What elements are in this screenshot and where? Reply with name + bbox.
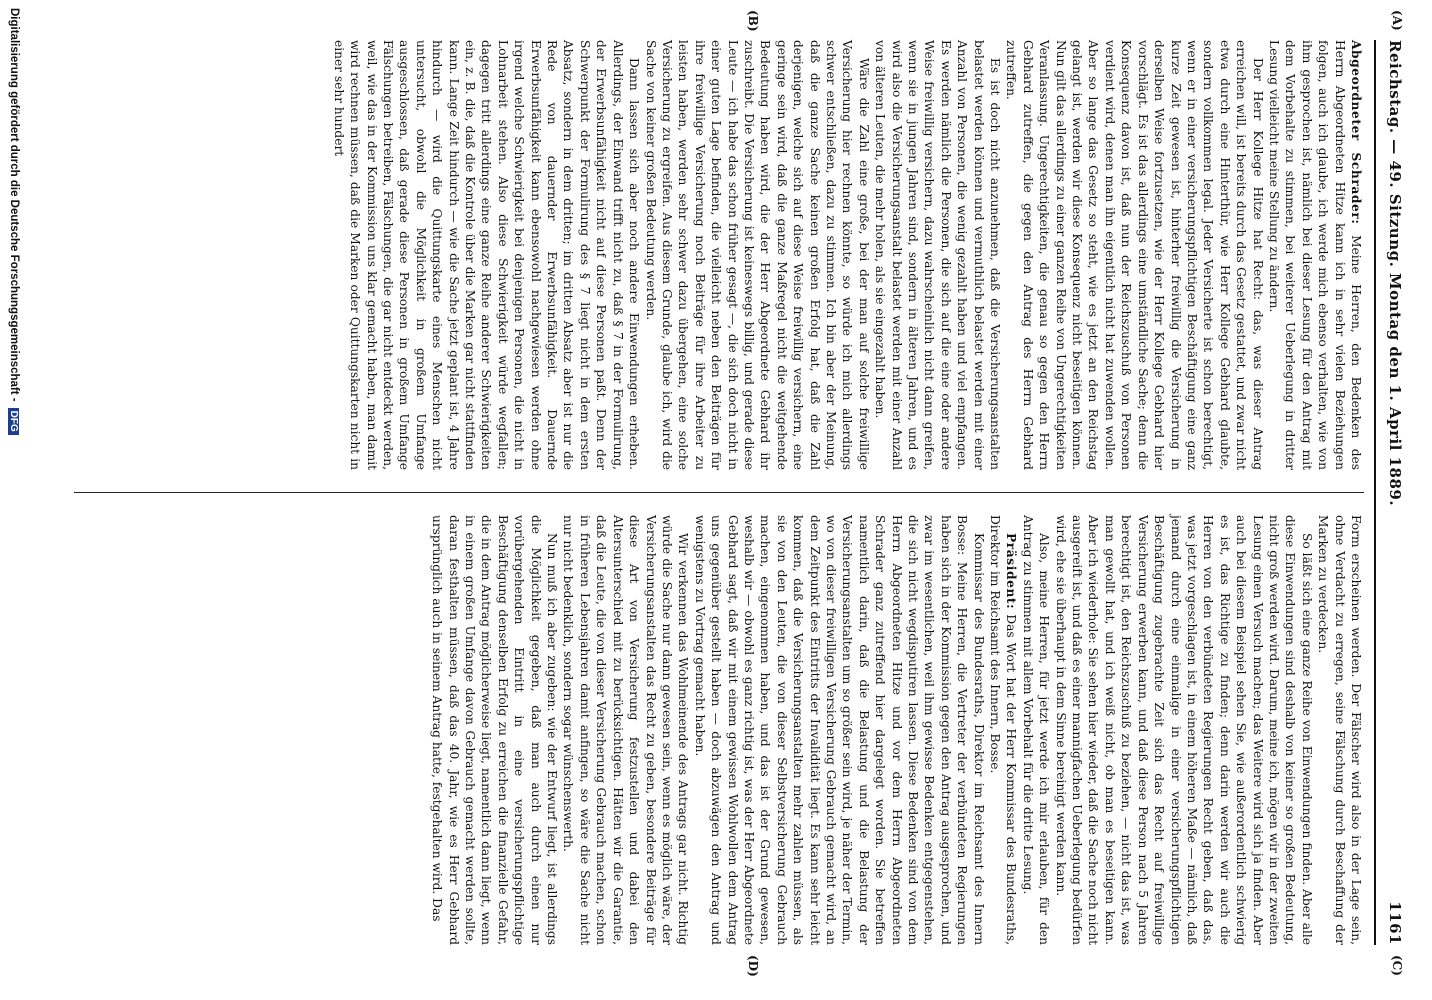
margin-mark-b: (B) [746, 10, 760, 32]
paragraph [560, 515, 691, 945]
paragraph-text: Also, meine Herren, für jetzt werde ich mir erlauben, für den Antrag zu stimmen mit allem Vorbehalt für die dritte Lesung. [1020, 515, 1052, 945]
paragraph [642, 40, 872, 470]
paragraph [1019, 515, 1052, 945]
running-head: Reichstag. — 49. Sitzung. Montag den 1. April 1889. [1386, 40, 1404, 507]
paragraph-text: So läßt sich eine ganze Reihe von Einwendungen finden. Aber alle diese Einwendungen sind deshalb von keiner so großen Bedeutung, nicht groß werden wird. Darum, meine ich, mögen wir in der zweiten Lesung einen Versuch machen; das Weitere wird sich ja finden. Aber auch bei diesem Beispiel sehen Sie, wie außerordentlich schwierig es ist, das Richtige zu finden; denn darin werden wir auch die Herren von den verbündeten Regierungen Recht geben, daß das, was jetzt vorgeschlagen ist, in einem höheren Maße — nämlich, daß jemand durch eine einmalige in einer versicherungspflichtigen Beschäftigung zugebrachte Zeit sich das Recht auf freiwillige Versicherung erwerben kann, und daß diese Person nach 5 Jahren berechtigt ist, den Reichszuschuß zu beziehen, — nicht das ist, was man gewollt hat, und ich weiß nicht, ob man es beseitigen kann. Aber ich wiederhole: Sie sehen hier wieder, daß die Sache noch nicht ausgereift ist, und daß es einer mannigfachen Ueberlegung bedürfen wird, ehe sie überhaupt in dem Sinne bereinigt werden kann. [1053, 515, 1314, 945]
paragraph-text: Nun muß ich aber zugeben: wie der Entwurf liegt, ist allerdings die Möglichkeit gegeben, daß man auch durch einen nur vorübergehenden Eintritt in eine versicherungspflichtige Beschäftigung denselben Erfolg zu erreichen die finanzielle Gefahr, die in dem Antrag möglicherweise liegt, namentlich dann liegt, wenn in einem großen Umfange davon Gebrauch gemacht werden sollte, daran festhalten müssen, daß das 40. Jahr, wie es Herr Gebhard ursprünglich auch in seinem Antrag hatte, festgehalten wird. Das [430, 515, 560, 945]
paragraph-text: Dann lassen sich aber noch andere Einwendungen erheben. Allerdings, der Einwand trifft nicht zu, daß § 7 in der Formulirung, der Erwerbsunfähigkeit nicht auf diese Personen paßt. Denn der Schwerpunkt der Formulirung des § 7 liegt nicht in dem ersten Absatz, sondern in dem dritten; im dritten Absatz aber ist nur die Rede von dauernder Erwerbsunfähigkeit. Dauernde Erwerbsunfähigkeit kann ebensowohl nachgewiesen werden ohne irgend welche Schwierigkeit bei denjenigen Personen, die nicht in Lohnarbeit stehen. Also diese Schwierigkeit würde wegfallen; dagegen tritt allerdings eine ganze Reihe anderer Schwierigkeiten ein, z. B. die, daß die Kontrole über die Marken gar nicht stattfinden kann. Lange Zeit hindurch — wie die Sache jetzt geplant ist, 4 Jahre hindurch — wird die Quittungskarte eines Menschen nicht untersucht, obwohl die Möglichkeit in großem Umfange ausgeschlossen, daß gerade diese Personen in großem Umfange Fälschungen betreiben, Fälschungen, die gar nicht entdeckt werden, weil, wie das in der Kommission uns klar gemacht haben, man damit wird rechnen müssen, daß die Marken oder Quittungskarten nicht in einer sehr hundert [331, 40, 642, 470]
paragraph [1003, 40, 1266, 470]
margin-mark-d: (D) [746, 955, 760, 977]
paragraph [872, 40, 1003, 470]
paragraph [330, 40, 642, 470]
paragraph [691, 515, 986, 945]
paragraph-text: Das Wort hat der Herr Kommissar des Bundesraths, Direktor im Reichsamt des Innern, Bosse. [988, 515, 1019, 945]
left-column [330, 40, 1364, 470]
column-divider [74, 492, 1364, 493]
page-header [1374, 40, 1410, 945]
paragraph [429, 515, 560, 945]
paragraph [1052, 515, 1315, 945]
paragraph [987, 515, 1020, 945]
paragraph-text: Wäre die Zahl eine große, bei der man auf solche freiwillige Versicherung hier rechnen könnte, so würde ich mich allerdings schwer entschließen, dazu zu stimmen. Ich bin aber der Meinung, daß die ganze Sache keinen großen Erfolg hat, daß die Zahl derjenigen, welche sich auf diese Weise freiwillig versichern, eine geringe sein wird, daß die ganze Maßregel nicht die weitgehende Bedeutung haben wird, die der Herr Abgeordnete Gebhard ihr zuschreibt. Die Versicherung ist keineswegs billig, und gerade diese Leute — ich habe das schon früher gesagt —, die sich doch nicht in einer guten Lage befinden, die vielleicht neben den Beiträgen für ihre freiwillige Versicherung noch Beiträge für ihre Arbeiter zu leisten haben, werden sehr schwer dazu übergehen, eine solche Versicherung zu ergreifen. Aus diesem Grunde, glaube ich, wird die Sache von keiner großen Bedeutung werden. [643, 40, 871, 470]
margin-mark-c: (C) [1390, 955, 1404, 976]
paragraph [1266, 40, 1364, 470]
paragraph-text: Der Herr Kollege Hitze hat Recht: das, was dieser Antrag erreichen will, ist bereits durch das Gesetz gestattet, und zwar nicht etwa durch eine Hinterthür, wie Herr Kollege Gebhard glaubte, sondern vollkommen legal. Jeder Versicherte ist schon berechtigt, wenn er in einer versicherungspflichtigen Beschäftigung eine ganz kurze Zeit gewesen ist, hinterher freiwillig die Versicherung in derselben Weise fortzusetzen, wie der Herr Kollege Gebhard hier vorschlägt. Es ist das allerdings eine umständliche Sache; denn die Konsequenz davon ist, daß nun der Reichszuschuß von Personen verdient wird, denen man ihn eigentlich nicht hat zuwenden wollen. Aber so lange das Gesetz so steht, wie es jetzt an den Reichstag gelangt ist, werden wir diese Konsequenz nicht beseitigen können. Nun gilt das allerdings zu einer ganzen Reihe von Ungerechtigkeiten Veranlassung. Ungerechtigkeiten, die genau so gegen den Herrn Gebhard zutreffen, die gegen den Antrag des Herrn Gebhard zutreffen. [1004, 40, 1265, 470]
paragraph-text: Wir verkennen das Wohlmeinende des Antrags gar nicht. Richtig würde die Sache nur dann gewesen sein, wenn es möglich wäre, der Versicherungsanstalten das Recht zu geben, besondere Beiträge für diese Art von Versicherung festzustellen und dabei den Altersunterschied mit zu berücksichtigen. Hätten wir die Garantie, daß die Leute, die von dieser Versicherung Gebrauch machen, schon in früheren Lebensjahren damit anfingen, so wäre die Sache nicht nur nicht bedenklich, sondern sogar wünschenswerth. [561, 515, 691, 945]
speaker-name: Abgeordneter Schrader: [1349, 40, 1363, 225]
credit-text: Digitalisierung gefördert durch die Deutsche Forschungsgemeinschaft - [8, 8, 20, 402]
paragraph-text: Meine Herren, den Bedenken des Herrn Abgeordneten Hitze kann ich in sehr vielen Beziehungen folgen, auch ich glaube, ich werde mich ebenso verhalten, wie von ihm gesprochen ist, nämlich bei dieser Lesung für den Antrag mit dem Vorbehalte zu stimmen, bei weiterer Ueberlegung in dritter Lesung vielleicht meine Stellung zu ändern. [1266, 40, 1363, 471]
page-content [40, 10, 1410, 977]
paragraph-text: Form erscheinen werden. Der Fälscher wird also in der Lage sein, ohne Verdacht zu erregen, seine Fälschung durch Beschaffung der Marken zu verdecken. [1316, 515, 1363, 945]
paragraph [1315, 515, 1364, 945]
paragraph-text: Es ist doch nicht anzunehmen, daß die Versicherungsanstalten belastet werden können und vermuthlich belastet werden mit einer Anzahl von Personen, die wenig gezahlt haben und viel empfangen. Es werden nämlich die Personen, die sich auf die eine oder andere Weise freiwillig versichern, dazu wahrscheinlich nicht dann greifen, wenn sie in jungen Jahren sind, sondern in älteren Jahren, und es wird also die Versicherungsanstalt belastet werden mit einer Anzahl von älteren Leuten, die mehr holen, als sie eingezahlt haben. [873, 40, 1003, 470]
digitization-credit [4, 0, 20, 1000]
page-number: 1161 [1386, 901, 1404, 945]
dfg-logo: DFG [8, 408, 19, 435]
paragraph-text: Kommissar des Bundesraths, Direktor im Reichsamt des Innern Bosse: Meine Herren, die Vertreter der verbündeten Regierungen haben sich in der Kommission gegen den Antrag ausgesprochen, und zwar im wesentlichen, weil ihm gewisse Bedenken entgegenstehen, die sich nicht wegdisputiren lassen. Diese Bedenken sind von dem Herrn Abgeordneten Hitze und vor dem Herrn Abgeordneten Schrader ganz zutreffend hier dargelegt worden. Sie betreffen namentlich darin, daß die Belastung und die Belastung der Versicherungsanstalten um so größer sein wird, je näher der Termin, wo von dieser freiwilligen Versicherung Gebrauch gemacht wird, an dem Zeitpunkt des Eintritts der Invalidität liegt. Es kann sehr leicht kommen, daß die Versicherungsanstalten mehr zahlen müssen, als sie von den Leuten, die von dieser Selbstversicherung Gebrauch machen, eingenommen haben, und das ist der Grund gewesen, weshalb wir — obwohl es ganz richtig ist, was der Herr Abgeordnete Gebhard sagt, daß wir mit einem gewissen Wohlwollen dem Antrag uns gegenüber gestellt haben — doch abzuwägen den Antrag und wenigstens zu Vortrag gemacht haben. [692, 515, 986, 945]
speaker-name: Präsident: [1004, 533, 1019, 610]
margin-mark-a: (A) [1390, 10, 1404, 31]
right-column [429, 515, 1364, 945]
